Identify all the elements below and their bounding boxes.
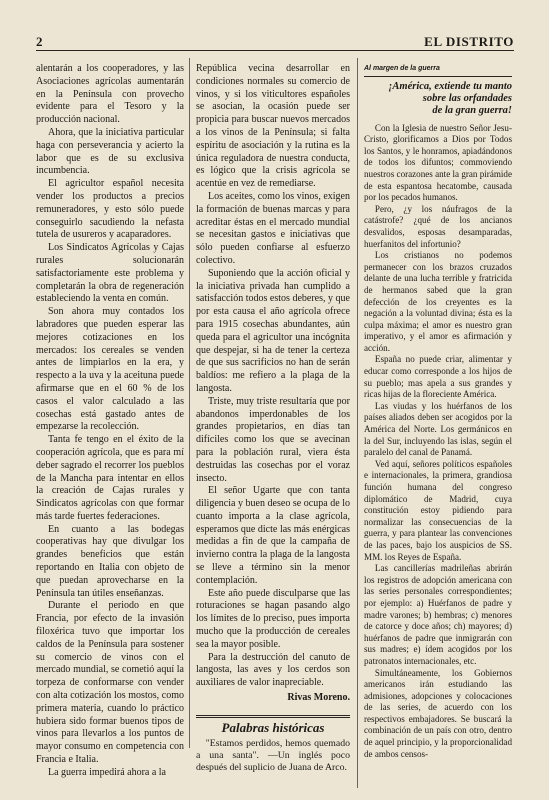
paragraph: República vecina desarrollar en condiciones normales su comercio de vinos, y si los viticultores españoles se asocian, la ocasión puede ser propicia para buscar nuevos mercados a los vinos de la Península; si falta espíritu de asociación y la rutina es la única reguladora de nuestra conducta, es lógico que la crisis agrícola se acentúe en vez de remediarse.: [196, 63, 350, 190]
paragraph: Los Sindicatos Agrícolas y Cajas rurales solucionarán satisfactoriamente este problema y completarán la obra de regeneración estableciendo la venta en común.: [36, 242, 184, 305]
paragraph: Para la destrucción del canuto de langosta, las aves y los cerdos son auxiliares de valor inapreciable.: [196, 651, 350, 689]
headline-line: de la gran guerra!: [432, 104, 512, 116]
page-header: [36, 32, 514, 51]
paragraph: Pero, ¿y los náufragos de la catástrofe? ¿qué de los ancianos desvalidos, esposas desamparadas, huerfanitos del infortunio?: [364, 203, 512, 249]
paragraph: Son ahora muy contados los labradores que pueden esperar las mejores cotizaciones en los mercados: los cereales se venden antes de limpiarlos en la era, y respecto a la uva y la aceituna puede afirmarse que en el 60 % de los casos el valor calculado a las cosechas está gastado antes de empezarse la recolección.: [36, 306, 184, 433]
paragraph: alentarán a los cooperadores, y las Asociaciones agrícolas aumentarán en la Península con provecho evidente para el Tesoro y la producción nacional.: [36, 63, 184, 126]
column-2: [196, 63, 350, 775]
box-text: "Estamos perdidos, hemos quemado a una santa". —Un inglés poco después del suplicio de Juana de Arco.: [196, 737, 350, 774]
paragraph: Los cristianos no podemos permanecer con los brazos cruzados delante de una lucha terrible y fratricida de hermanos sabed que la gran defección de los creyentes es la negación a la voluntad divina; ésta es la culpa máxima; el amor es nuestro gran imperativo, y el amor es afirmación y acción.: [364, 250, 512, 353]
page-number: 2: [36, 34, 43, 49]
paragraph: Las viudas y los huérfanos de los países aliados deben ser acogidos por la América del Norte. Los germánicos en la del Sur, incluyendo las islas, según el paralelo del canal de Panamá.: [364, 400, 512, 458]
paragraph: Tanta fe tengo en el éxito de la cooperación agrícola, que es para mí deber sagrado el recorrer los pueblos de la Mancha para intentar en ellos la creación de Cajas rurales y Sindicatos agrícolas con que formar más tarde fuertes federaciones.: [36, 434, 184, 522]
headline-line: ¡América, extiende tu manto: [388, 80, 512, 92]
historical-quote-box: [196, 715, 350, 775]
article-headline: [364, 81, 512, 117]
publication-title: EL DISTRITO: [424, 34, 514, 49]
section-heading: Al margen de la guerra: [364, 63, 512, 77]
paragraph: Los aceites, como los vinos, exigen la formación de buenas marcas y para acreditar éstas en el mercado mundial se necesitan gastos e iniciativas que sólo pueden confiarse al esfuerzo colectivo.: [196, 190, 350, 266]
paragraph: España no puede criar, alimentar y educar como corresponde a los hijos de su pueblo; mas apela a sus grandes y ricas hijas de la floreciente América.: [364, 354, 512, 400]
paragraph: Triste, muy triste resultaría que por abandonos imperdonables de los grandes propietarios, en días tan difíciles como los que se avecinan para la población rural, viera ésta destruidas las cosechas por el voraz insecto.: [196, 395, 350, 484]
box-title: Palabras históricas: [221, 719, 325, 735]
paragraph: Ved aquí, señores políticos españoles e internacionales, la primera, grandiosa función humana del congreso diplomático de Madrid, cuya constitución estoy pidiendo para normalizar las consecuencias de la guerra, y para plantear las convenciones de las paces, bajo los auspicios de SS. MM. los Reyes de España.: [364, 458, 512, 562]
paragraph: Ahora, que la iniciativa particular haga con perseverancia y acierto la labor que es de su exclusiva incumbencia.: [36, 126, 184, 177]
paragraph: El señor Ugarte que con tanta diligencia y buen deseo se ocupa de lo cuanto importa a la clase agrícola, esperamos que dicte las más enérgicas medidas a fin de que la campaña de invierno contra la plaga de la langosta se lleve a término sin la menor contemplación.: [196, 485, 350, 586]
paragraph: En cuanto a las bodegas cooperativas hay que divulgar los grandes beneficios que están reportando en Italia con objeto de que puedan aprovecharse en la Península tan útiles enseñanzas.: [36, 523, 184, 599]
headline-line: sobre las orfandades: [422, 92, 512, 104]
column-divider: [189, 58, 190, 748]
paragraph: Las cancillerías madrileñas abrirán los registros de adopción americana con las series personales correspondientes; por ejemplo: a) Huérfanos de padre y madre varones; b) hembras; c) menores de catorce y doce años; ch) mayores; d) huérfanos de padre que inmigrarán con sus madres; e) ídem acogidos por los patronatos internacionales, etc.: [364, 563, 512, 666]
column-3: [364, 63, 512, 760]
column-1: [36, 63, 184, 780]
paragraph: Suponiendo que la acción oficial y la iniciativa privada han cumplido a satisfacción todos estos deberes, y que por esta causa el año agrícola ofrece para 1915 cosechas abundantes, aún queda para el agricultor una incógnita que despejar, si ha de tener la certeza de que sus sacrificios no han de serán baldíos: me refiero a la plaga de la langosta.: [196, 267, 350, 394]
column-divider: [357, 58, 358, 788]
paragraph: La guerra impedirá ahora a la: [48, 766, 166, 778]
paragraph: Durante el periodo en que Francia, por efecto de la invasión filoxérica tuvo que importar los caldos de la Península para sostener su comercio de vinos con el mercado mundial, se cometió aquí la torpeza de conformarse con vender con alta cotización los mostos, como primera materia, cuando lo práctico hubiera sido formar buenos tipos de vinos para llevarlos a los puntos de mayor consumo en competencia con Francia e Italia.: [36, 600, 184, 766]
paragraph: Simultáneamente, los Gobiernos americanos irán estudiando las admisiones, adopciones y colocaciones de las series, de acuerdo con los respectivos embajadores. Se buscará la combinación de un país con otro, dentro de aquel principio, y la proporcionalidad de ambos censos-: [364, 667, 512, 759]
paragraph: Con la Iglesia de nuestro Señor Jesu-Cristo, glorificamos a Dios por Todos los Santos, y le honramos, apiadándonos de todos los difuntos; commoviendo nuestros corazones ante la gran pirámide de esta espantosa hecatombe, causada por los pecados humanos.: [364, 122, 512, 203]
author-signature: Rivas Moreno.: [287, 692, 350, 704]
paragraph: El agricultor español necesita vender los productos a precios remuneradores, y esto sólo puede conseguirlo sacudiendo la nefasta tutela de usureros y acaparadores.: [36, 178, 184, 241]
paragraph: Este año puede disculparse que las roturaciones se hagan pasando algo los límites de lo preciso, pues importa mucho que la producción de cereales sea la mayor posible.: [196, 587, 350, 650]
